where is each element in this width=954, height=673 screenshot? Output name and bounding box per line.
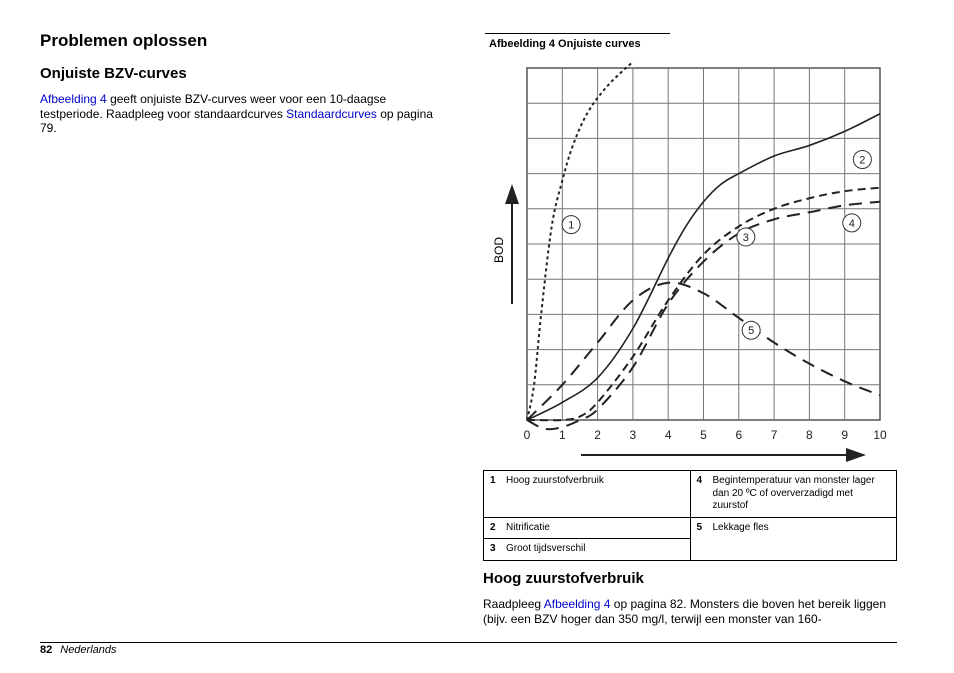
footer-rule bbox=[40, 642, 897, 643]
bod-chart bbox=[486, 62, 896, 462]
callout-label-1: 1 bbox=[568, 219, 575, 232]
figure-link-2[interactable]: Afbeelding 4 bbox=[543, 597, 611, 611]
x-tick-label: 7 bbox=[770, 428, 778, 442]
high-oxygen-paragraph: Raadpleeg Afbeelding 4 op pagina 82. Monsters die boven het bereik liggen (bijv. een BZV hoger dan 350 mg/l, terwijl een monster van 160- bbox=[483, 597, 886, 626]
figure-link[interactable]: Afbeelding 4 bbox=[40, 92, 107, 106]
x-tick-labels bbox=[524, 428, 887, 442]
legend-table bbox=[483, 470, 897, 561]
figure-caption: Afbeelding 4 Onjuiste curves bbox=[489, 38, 641, 50]
x-tick-label: 5 bbox=[700, 428, 707, 442]
y-axis-label: BOD bbox=[492, 236, 506, 264]
legend-item-1: 1 Hoog zuurstofverbruik bbox=[484, 471, 691, 518]
subsection2-title: Hoog zuurstofverbruik bbox=[483, 570, 644, 587]
legend-item-2: 2 Nitrificatie bbox=[484, 517, 691, 539]
x-tick-label: 2 bbox=[594, 428, 601, 442]
callout-label-5: 5 bbox=[748, 325, 755, 338]
callout-label-2: 2 bbox=[859, 154, 866, 167]
x-tick-label: 4 bbox=[664, 428, 672, 442]
x-tick-label: 10 bbox=[873, 428, 887, 442]
chart-callouts bbox=[562, 151, 871, 340]
subsection-title: Onjuiste BZV-curves bbox=[40, 65, 187, 82]
caption-rule bbox=[485, 33, 670, 34]
legend-item-3: 3 Groot tijdsverschil bbox=[484, 539, 691, 561]
page-number: 82 bbox=[40, 644, 53, 656]
section-title: Problemen oplossen bbox=[40, 31, 208, 50]
x-tick-label: 9 bbox=[841, 428, 849, 442]
intro-paragraph bbox=[40, 92, 440, 136]
legend-item-4: 4 Begintemperatuur van monster lager dan 20 ºC of oververzadigd met zuurstof bbox=[690, 471, 897, 518]
footer-language: Nederlands bbox=[60, 644, 117, 656]
legend-item-5: 5 Lekkage fles bbox=[690, 517, 897, 560]
x-tick-label: 0 bbox=[523, 428, 531, 442]
x-tick-label: 1 bbox=[558, 428, 566, 442]
x-tick-label: 3 bbox=[629, 428, 637, 442]
intro-text-2: op pagina 79. bbox=[40, 106, 433, 135]
page-footer bbox=[40, 644, 117, 656]
standard-curves-link[interactable]: Standaardcurves bbox=[286, 106, 377, 121]
x-axis-arrow-head bbox=[846, 448, 866, 462]
y-axis-arrow-head bbox=[505, 184, 519, 204]
x-tick-label: 8 bbox=[806, 428, 813, 442]
x-tick-label: 6 bbox=[735, 428, 743, 442]
chart-grid bbox=[527, 68, 880, 420]
callout-label-4: 4 bbox=[848, 217, 855, 230]
callout-label-3: 3 bbox=[742, 231, 749, 244]
intro-text-1: geeft onjuiste BZV-curves weer voor een 10-daagse testperiode. Raadpleeg voor standaardcurves bbox=[40, 92, 387, 121]
